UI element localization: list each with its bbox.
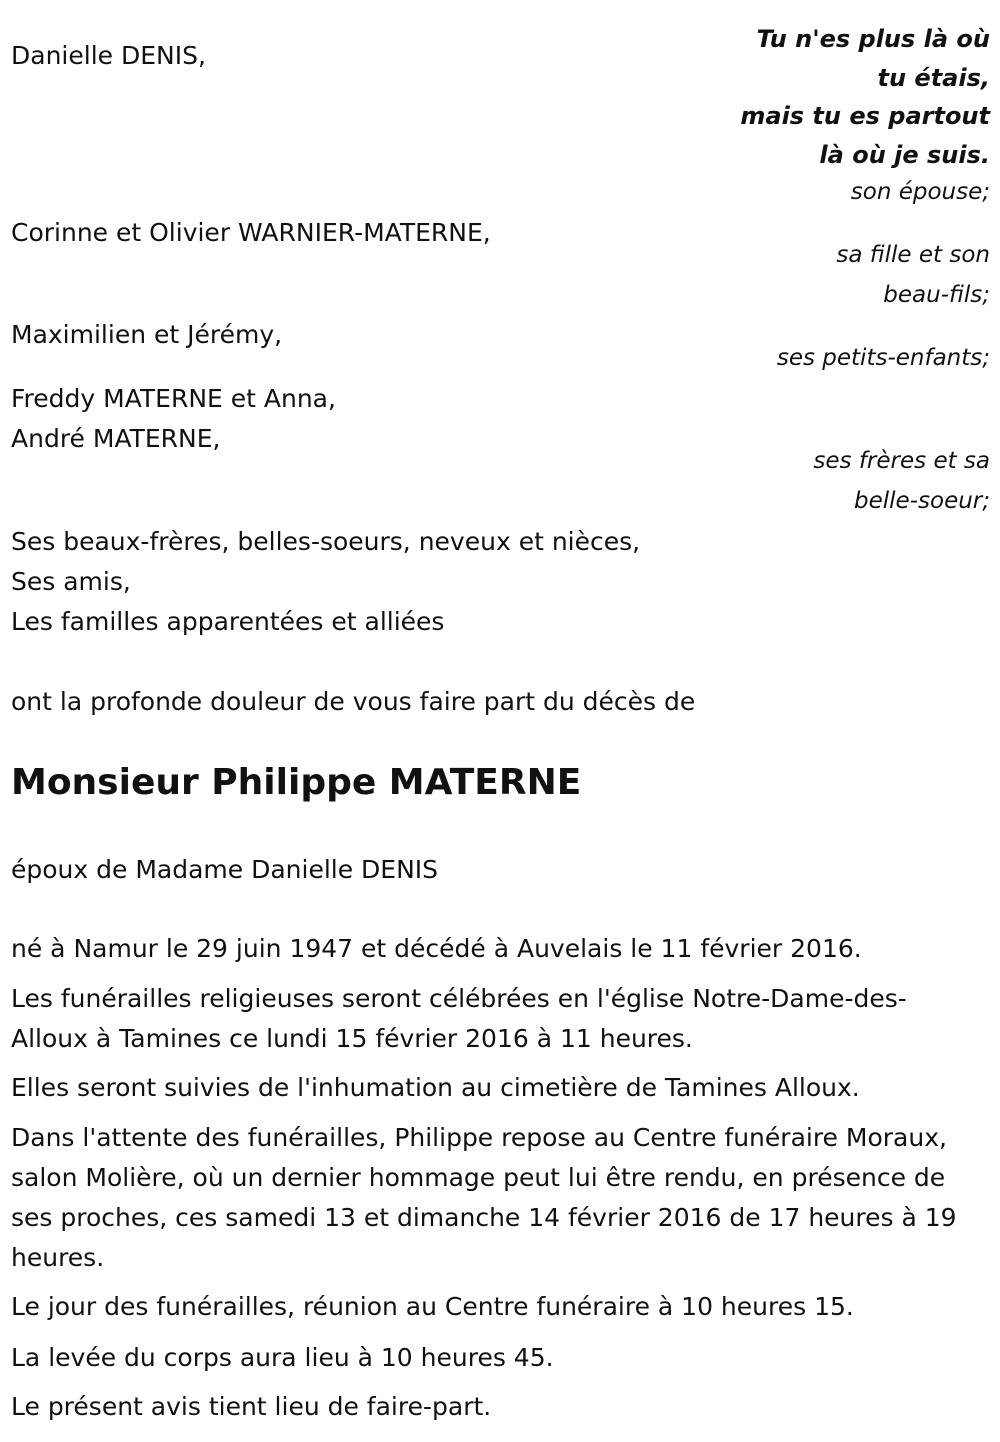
family-name-spouse: Danielle DENIS, <box>11 41 206 70</box>
detail-funeral: Les funérailles religieuses seront célébrées en l'église Notre-Dame-des-Alloux à Tamines ce lundi 15 février 2016 à 11 heures. <box>11 984 907 1053</box>
detail-viewing: Dans l'attente des funérailles, Philippe repose au Centre funéraire Moraux, salon Molière, où un dernier hommage peut lui être rendu, en présence de ses proches, ces samedi 13 et dimanche 14 février 2016 de 17 heures à 19 heures. <box>11 1123 957 1272</box>
family-name-daughter: Corinne et Olivier WARNIER-MATERNE, <box>11 218 491 247</box>
poem-line-2: tu étais, <box>877 64 990 92</box>
family-name-brother-1: Freddy MATERNE et Anna, <box>11 384 336 413</box>
poem-line-4: là où je suis. <box>819 141 990 169</box>
poem-line-1: Tu n'es plus là où <box>756 25 990 53</box>
deceased-name: Monsieur Philippe MATERNE <box>11 762 582 803</box>
detail-meeting: Le jour des funérailles, réunion au Centre funéraire à 10 heures 15. <box>11 1292 854 1321</box>
family-name-brother-2: André MATERNE, <box>11 424 221 453</box>
announcement: ont la profonde douleur de vous faire part du décès de <box>11 687 696 716</box>
family-relation-brothers-1: ses frères et sa <box>813 448 990 474</box>
family-relation-grandchildren: ses petits-enfants; <box>776 345 990 371</box>
family-relation-daughter-2: beau-fils; <box>883 282 990 308</box>
detail-burial: Elles seront suivies de l'inhumation au cimetière de Tamines Alloux. <box>11 1073 860 1102</box>
others-line-1: Ses beaux-frères, belles-soeurs, neveux et nièces, <box>11 527 641 556</box>
detail-notice: Le présent avis tient lieu de faire-part. <box>11 1392 492 1421</box>
others-line-2: Ses amis, <box>11 567 131 596</box>
family-relation-brothers-2: belle-soeur; <box>854 488 990 514</box>
family-relation-spouse: son épouse; <box>850 179 990 205</box>
family-name-grandchildren: Maximilien et Jérémy, <box>11 320 283 349</box>
family-relation-daughter-1: sa fille et son <box>836 242 990 268</box>
deceased-spouse: époux de Madame Danielle DENIS <box>11 855 439 884</box>
detail-birth-death: né à Namur le 29 juin 1947 et décédé à Auvelais le 11 février 2016. <box>11 934 862 963</box>
poem-line-3: mais tu es partout <box>740 102 990 130</box>
detail-removal: La levée du corps aura lieu à 10 heures 45. <box>11 1343 554 1372</box>
others-line-3: Les familles apparentées et alliées <box>11 607 445 636</box>
